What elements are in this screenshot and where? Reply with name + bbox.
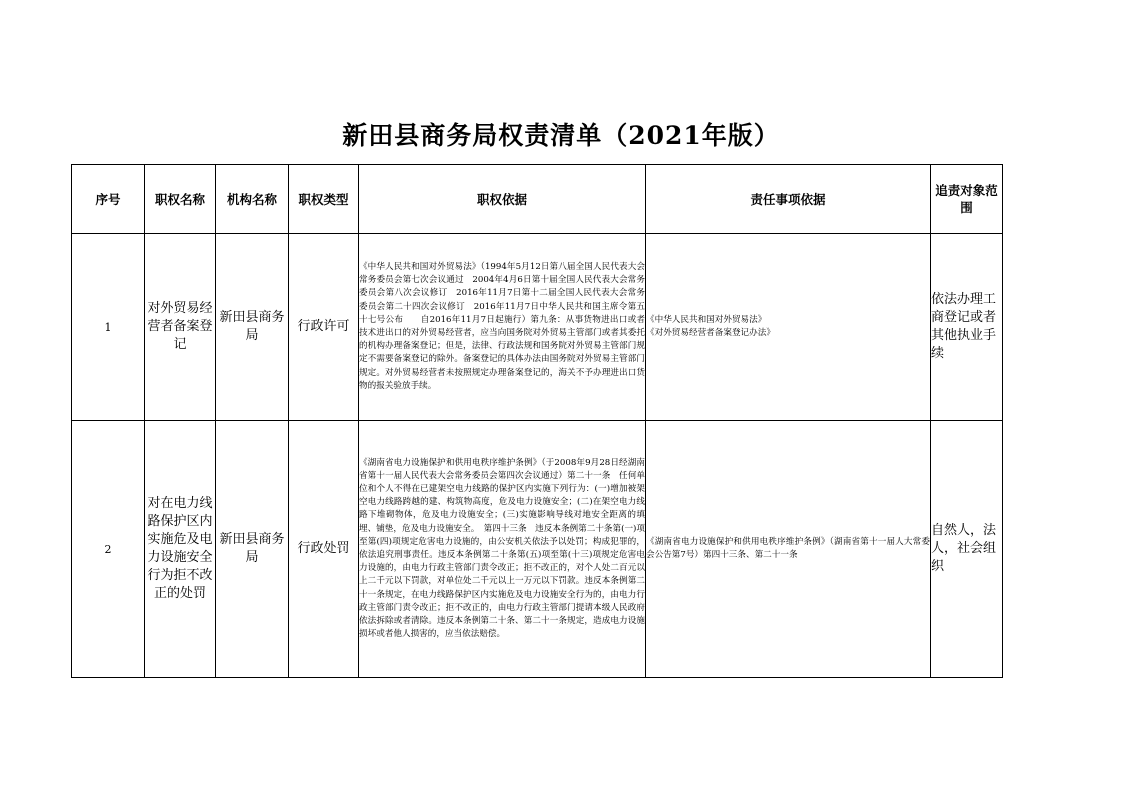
row-scope: 自然人，法人，社会组织 [931, 421, 1003, 678]
row-basis: 《湖南省电力设施保护和供用电秩序维护条例》（于2008年9月28日经湖南省第十一届人民代表大会常务委员会第四次会议通过）第二十一条 任何单位和个人不得在已建架空电力线路的保护区内实施下列行为：(一)增加被架空电力线路跨越的建、构筑物高度，危及电力设施安全；(二)在架空电力线路下堆砌物体，危及电力设施安全；(三)实施影响导线对地安全距离的填埋、铺垫，危及电力设施安全。 第四十三条 违反本条例第二十条第(一)项至第(四)项规定危害电力设施的，由公安机关依法予以处罚；构成犯罪的，依法追究刑事责任。违反本条例第二十条第(五)项至第(十三)项规定危害电力设施的，由电力行政主管部门责令改正；拒不改正的，对个人处二百元以上二千元以下罚款，对单位处二千元以上一万元以下罚款。违反本条例第二十一条规定，在电力线路保护区内实施危及电力设施安全行为的，由电力行政主管部门责令改正；拒不改正的，由电力行政主管部门提请本级人民政府依法拆除或者清除。违反本条例第二十条、第二十一条规定，造成电力设施损坏或者他人损害的，应当依法赔偿。 [359, 421, 646, 678]
row-no: 1 [72, 234, 145, 421]
row-basis: 《中华人民共和国对外贸易法》（1994年5月12日第八届全国人民代表大会常务委员会第七次会议通过 2004年4月6日第十届全国人民代表大会常务委员会第八次会议修订 2016年11月7日第十二届全国人民代表大会常务委员会第二十四次会议修订 2016年11月7日中华人民共和国主席令第五十七号公布 自2016年11月7日起施行）第九条：从事货物进出口或者技术进出口的对外贸易经营者，应当向国务院对外贸易主管部门或者其委托的机构办理备案登记；但是，法律、行政法规和国务院对外贸易主管部门规定不需要备案登记的除外。备案登记的具体办法由国务院对外贸易主管部门规定。对外贸易经营者未按照规定办理备案登记的，海关不予办理进出口货物的报关验放手续。 [359, 234, 646, 421]
row-no: 2 [72, 421, 145, 678]
header-no: 序号 [72, 165, 145, 234]
row-name: 对在电力线路保护区内实施危及电力设施安全行为拒不改正的处罚 [145, 421, 216, 678]
row-duty: 《湖南省电力设施保护和供用电秩序维护条例》（湖南省第十一届人大常委会公告第7号）第四十三条、第二十一条 [646, 421, 931, 678]
header-type: 职权类型 [289, 165, 359, 234]
authority-table [71, 164, 1003, 678]
header-duty: 责任事项依据 [646, 165, 931, 234]
row-type: 行政许可 [289, 234, 359, 421]
header-org: 机构名称 [216, 165, 289, 234]
header-basis: 职权依据 [359, 165, 646, 234]
row-scope: 依法办理工商登记或者其他执业手续 [931, 234, 1003, 421]
row-org: 新田县商务局 [216, 234, 289, 421]
page-title: 新田县商务局权责清单（2021年版） [342, 121, 780, 150]
table-header-row [72, 165, 1003, 234]
row-org: 新田县商务局 [216, 421, 289, 678]
row-duty: 《中华人民共和国对外贸易法》 《对外贸易经营者备案登记办法》 [646, 234, 931, 421]
table-row [72, 234, 1003, 421]
header-scope: 追责对象范围 [931, 165, 1003, 234]
header-name: 职权名称 [145, 165, 216, 234]
table-row [72, 421, 1003, 678]
row-name: 对外贸易经营者备案登记 [145, 234, 216, 421]
row-type: 行政处罚 [289, 421, 359, 678]
